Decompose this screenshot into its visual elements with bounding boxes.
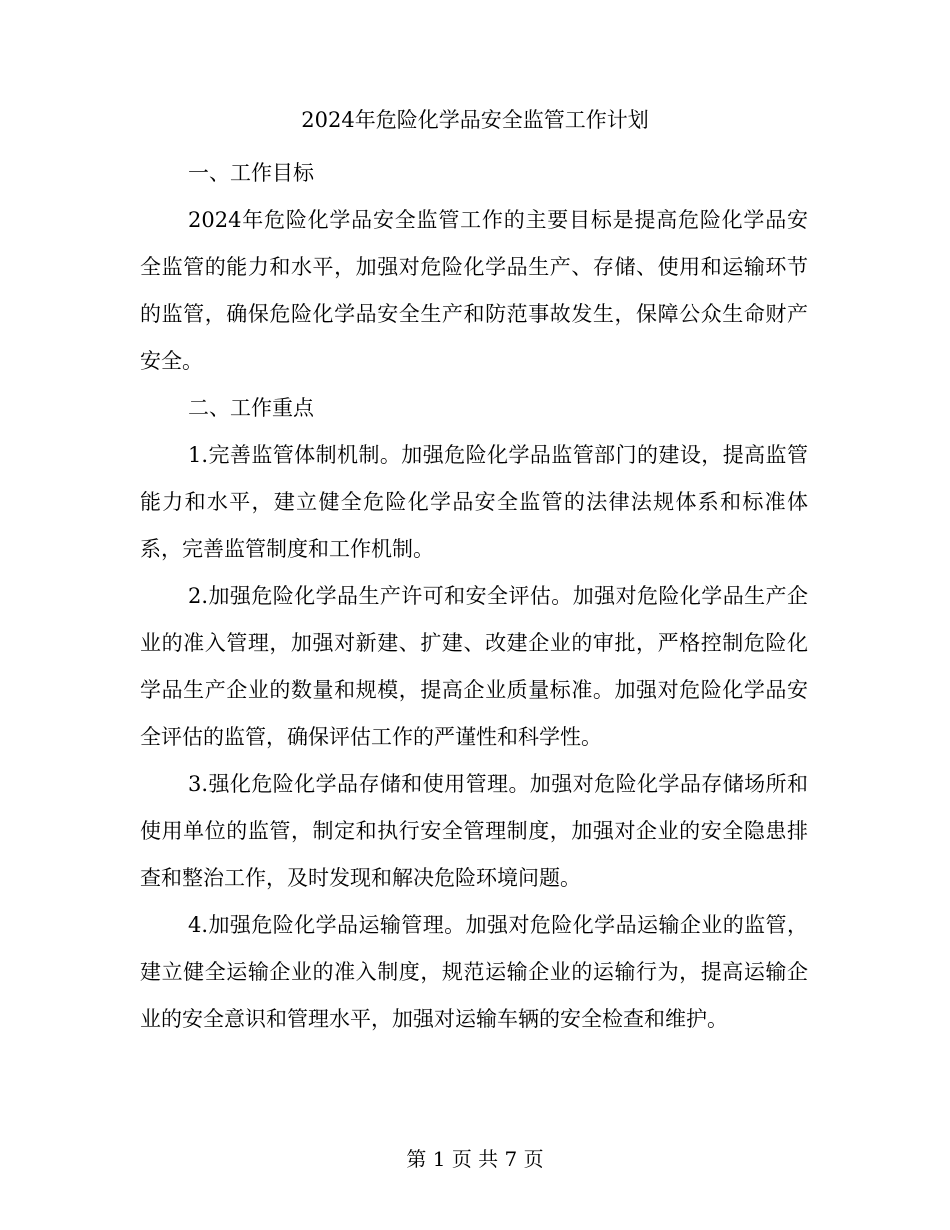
- paragraph: 4.加强危险化学品运输管理。加强对危险化学品运输企业的监管，建立健全运输企业的准入制度，规范运输企业的运输行为，提高运输企业的安全意识和管理水平，加强对运输车辆的安全检查和维护。: [140, 913, 808, 1031]
- document-title: 2024年危险化学品安全监管工作计划: [301, 108, 649, 132]
- paragraph: 3.强化危险化学品存储和使用管理。加强对危险化学品存储场所和使用单位的监管，制定和执行安全管理制度，加强对企业的安全隐患排查和整治工作，及时发现和解决危险环境问题。: [140, 772, 808, 890]
- page-number-footer: 第 1 页 共 7 页: [406, 1147, 544, 1171]
- section-heading: 一、工作目标: [188, 161, 314, 185]
- paragraph: 1.完善监管体制机制。加强危险化学品监管部门的建设，提高监管能力和水平，建立健全危险化学品安全监管的法律法规体系和标准体系，完善监管制度和工作机制。: [140, 443, 808, 561]
- document-body: [140, 150, 808, 1043]
- paragraph: 2024年危险化学品安全监管工作的主要目标是提高危险化学品安全监管的能力和水平，加强对危险化学品生产、存储、使用和运输环节的监管，确保危险化学品安全生产和防范事故发生，保障公众生命财产安全。: [140, 208, 808, 373]
- paragraph: 2.加强危险化学品生产许可和安全评估。加强对危险化学品生产企业的准入管理，加强对新建、扩建、改建企业的审批，严格控制危险化学品生产企业的数量和规模，提高企业质量标准。加强对危险化学品安全评估的监管，确保评估工作的严谨性和科学性。: [140, 584, 808, 749]
- section-heading: 二、工作重点: [188, 396, 314, 420]
